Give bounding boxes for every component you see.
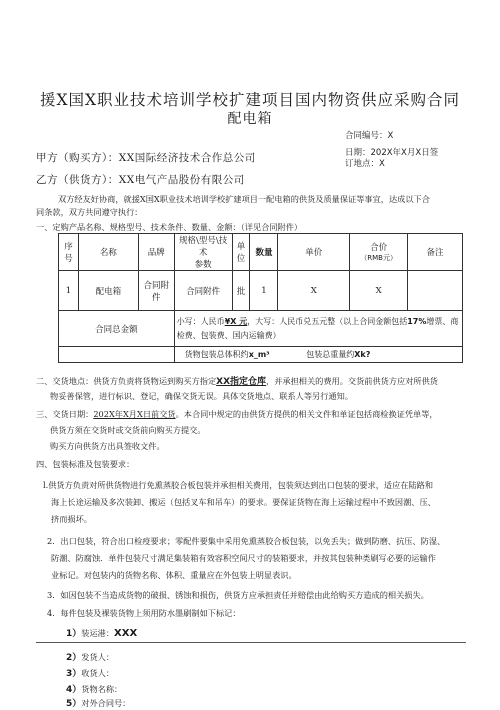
header-seq: 序 号 bbox=[59, 234, 79, 271]
section-1-heading: 一、定购产品名称、规格型号、技术条件、数量、金额：（详见合同附件） bbox=[36, 222, 303, 232]
table-header-row bbox=[59, 234, 463, 271]
header-total: 合价 （RMB元） bbox=[350, 234, 408, 271]
total-amount-label: 合同总金额 bbox=[59, 311, 175, 347]
cell-spec: 合同附件 bbox=[174, 271, 232, 311]
header-unit: 单 位 bbox=[232, 234, 250, 271]
signing-place: 订地点：X bbox=[345, 159, 385, 169]
buyer-party: 甲方（购买方）：XX国际经济技术合作总公司 bbox=[36, 152, 256, 164]
mark-item: 3）收货人： bbox=[66, 668, 115, 679]
section-4-item-2: 2．出口包装，符合出口检疫要求；零配件要集中采用免熏蒸胶合板包装，以免丢失；做到防磨、抗压、防湿、 防潮、防腐蚀．单件包装尺寸满足集装箱有效容积空间尺寸的装箱要求，并按其包装种类刷写必要的运输作 业标记。对包装内的货物名称、体积、重量应在外包装上明显表识。 bbox=[47, 536, 446, 580]
items-table bbox=[58, 233, 463, 363]
cell-note bbox=[408, 271, 463, 311]
section-3-line-1: 三、交货日期：202X年X月X日前交货。本合同中规定的由供货方提供的相关文件和单证包括商检换证凭单等， bbox=[36, 409, 438, 419]
divider bbox=[36, 642, 466, 643]
contract-subtitle: 配电箱 bbox=[227, 111, 273, 127]
header-name: 名称 bbox=[78, 234, 138, 271]
section-4-heading: 四、包装标准及包装要求： bbox=[36, 459, 135, 469]
section-4-item-3: 3．如因包装不当造成货物的破损、锈蚀和损伤，供货方应承担责任并赔偿由此给购买方造成的相关损失。 bbox=[47, 590, 429, 600]
cell-unit: 批 bbox=[232, 271, 250, 311]
cell-brand: 合同附 件 bbox=[138, 271, 174, 311]
total-amount-row bbox=[59, 311, 463, 347]
seller-party: 乙方（供货方）：XX电气产品股份有限公司 bbox=[36, 174, 245, 186]
header-qty: 数量 bbox=[250, 234, 278, 271]
contract-number: 合同编号：X bbox=[345, 131, 394, 141]
packing-info: 货物包装总体积约x_m³ 包装总重量约Xk? bbox=[174, 347, 462, 363]
cell-price: X bbox=[278, 271, 350, 311]
total-amount-value: 小写：人民币¥X 元，大写：人民币兑五元整（以上合同金额包括17%增票、商 检费、包装费、国内运输费） bbox=[174, 311, 462, 347]
signing-date: 日期：202X年X月X日签 bbox=[345, 148, 439, 158]
section-2-line-1: 二、交货地点：供货方负责将货物运到购买方指定XX指定仓库，并承担相关的费用。交货前供货方应对所供货 bbox=[36, 376, 438, 387]
cell-seq: 1 bbox=[59, 271, 79, 311]
section-3-line-2: 供货方须在交货时或交货前向购买方提交。 bbox=[50, 425, 206, 435]
table-row bbox=[59, 271, 463, 311]
mark-item: 4）货物名称： bbox=[66, 684, 123, 695]
intro-line-1: 双方经友好协商，就援X国X职业技术培训学校扩建项目一配电箱的供货及质量保证等事宜，达成以下合 bbox=[58, 194, 430, 204]
cell-name: 配电箱 bbox=[78, 271, 138, 311]
mark-item: 1）装运港：XXX bbox=[66, 628, 138, 639]
cell-qty: 1 bbox=[250, 271, 278, 311]
cell-total: X bbox=[350, 271, 408, 311]
contract-title: 援X国X职业技术培训学校扩建项目国内物资供应采购合同 bbox=[39, 91, 461, 109]
section-3-line-3: 购买方向供货方出具签收文件。 bbox=[50, 441, 165, 451]
header-note: 备注 bbox=[408, 234, 463, 271]
section-4-item-4: 4．每件包装及裸装货物上须用防水墨刷制如下标记： bbox=[47, 608, 241, 618]
header-brand: 品牌 bbox=[138, 234, 174, 271]
mark-item: 5）对外合同号： bbox=[66, 698, 131, 709]
packing-row bbox=[59, 347, 463, 363]
header-spec: 规格\型号\技术 参数 bbox=[174, 234, 232, 271]
header-price: 单价 bbox=[278, 234, 350, 271]
section-4-item-1: l.供货方负责对所供货物进行免熏蒸胶合板包装并承担相关费用，包装须达到出口包装的要求，适应在陆路和 海上长途运输及多次装卸、搬运（包括叉车和吊车）的要求。要保证货物在海上运输过程中不致因潮、压、 挤而损坏。 bbox=[43, 480, 436, 524]
intro-line-2: 同条款，双方共同遵守执行： bbox=[36, 207, 143, 217]
section-2-line-2: 物妥善保管，进行标识、登记，确保交货无误。具体交货地点、联系人等另行通知。 bbox=[50, 391, 353, 401]
mark-item: 2）发货人： bbox=[66, 652, 115, 663]
